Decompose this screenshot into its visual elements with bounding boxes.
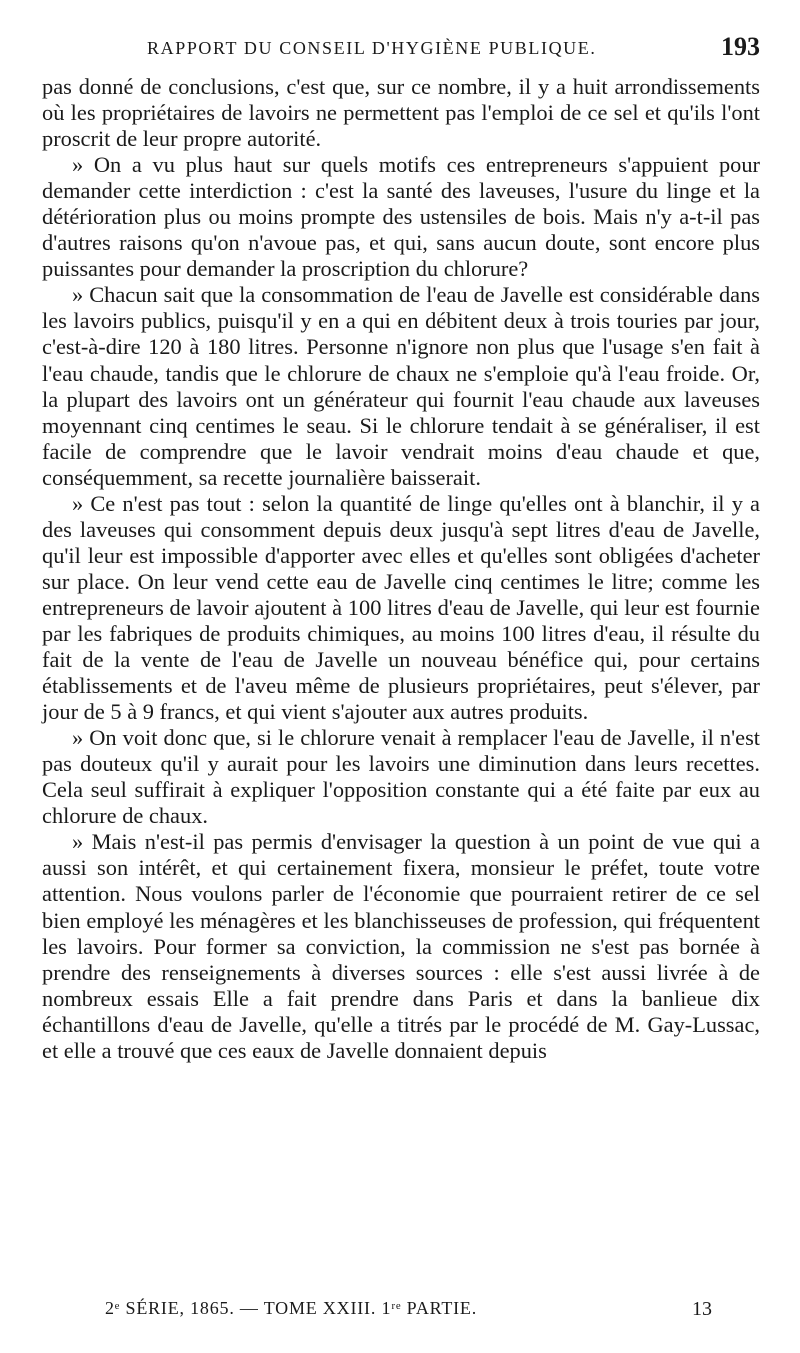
signature-mark: 13 bbox=[692, 1298, 712, 1320]
running-head: RAPPORT DU CONSEIL D'HYGIÈNE PUBLIQUE. bbox=[147, 38, 597, 58]
series-line: 2ᵉ SÉRIE, 1865. — TOME XXIII. 1ʳᵉ PARTIE. bbox=[105, 1298, 478, 1318]
paragraph-continuation: pas donné de conclusions, c'est que, sur ce nombre, il y a huit arrondissements où les propriétaires de lavoirs ne permettent pas l'emploi de ce sel et qu'ils l'ont proscrit de leur propre autorité. bbox=[42, 74, 760, 152]
page-header bbox=[42, 30, 760, 74]
page-number: 193 bbox=[721, 32, 760, 61]
paragraph: » On a vu plus haut sur quels motifs ces entrepreneurs s'appuient pour demander cette interdiction : c'est la santé des laveuses, l'usure du linge et la détérioration plus ou moins prompte des ustensiles de bois. Mais n'y a-t-il pas d'autres raisons qu'on n'avoue pas, et qui, sans aucun doute, sont encore plus puissantes pour demander la proscription du chlorure? bbox=[42, 152, 760, 282]
paragraph: » Mais n'est-il pas permis d'envisager la question à un point de vue qui a aussi son intérêt, et qui certainement fixera, monsieur le préfet, toute votre attention. Nous voulons parler de l'économie que pourraient retirer de ce sel bien employé les ménagères et les blanchisseuses de profession, qui fréquentent les lavoirs. Pour former sa conviction, la commission ne s'est pas bornée à prendre des renseignements à diverses sources : elle s'est aussi livrée à de nombreux essais Elle a fait prendre dans Paris et dans la banlieue dix échantillons d'eau de Javelle, qu'elle a titrés par le procédé de M. Gay-Lussac, et elle a trouvé que ces eaux de Javelle donnaient depuis bbox=[42, 829, 760, 1063]
page-footer bbox=[105, 1298, 712, 1324]
paragraph: » On voit donc que, si le chlorure venait à remplacer l'eau de Javelle, il n'est pas douteux qu'il y aurait pour les lavoirs une diminution dans leurs recettes. Cela seul suffirait à expliquer l'opposition constante qui a été faite par eux au chlorure de chaux. bbox=[42, 725, 760, 829]
body-text bbox=[42, 74, 760, 1064]
paragraph: » Ce n'est pas tout : selon la quantité de linge qu'elles ont à blanchir, il y a des laveuses qui consomment depuis deux jusqu'à sept litres d'eau de Javelle, qu'il leur est impossible d'apporter avec elles et qu'elles sont obligées d'acheter sur place. On leur vend cette eau de Javelle cinq centimes le litre; comme les entrepreneurs de lavoir ajoutent à 100 litres d'eau de Javelle, qui leur est fournie par les fabriques de produits chimiques, au moins 100 litres d'eau, il résulte du fait de la vente de l'eau de Javelle un nouveau bénéfice qui, pour certains établissements et de l'aveu même de plusieurs propriétaires, peut s'élever, par jour de 5 à 9 francs, et qui vient s'ajouter aux autres produits. bbox=[42, 490, 760, 725]
paragraph: » Chacun sait que la consommation de l'eau de Javelle est considérable dans les lavoirs publics, puisqu'il y en a qui en débitent deux à trois touries par jour, c'est-à-dire 120 à 180 litres. Personne n'ignore non plus que l'usage s'en fait à l'eau chaude, tandis que le chlorure de chaux ne s'emploie qu'à l'eau froide. Or, la plupart des lavoirs ont un générateur qui fournit l'eau chaude aux laveuses moyennant cinq centimes le seau. Si le chlorure tendait à se généraliser, il est facile de comprendre que le lavoir vendrait moins d'eau chaude et que, conséquemment, sa recette journalière baisserait. bbox=[42, 282, 760, 490]
